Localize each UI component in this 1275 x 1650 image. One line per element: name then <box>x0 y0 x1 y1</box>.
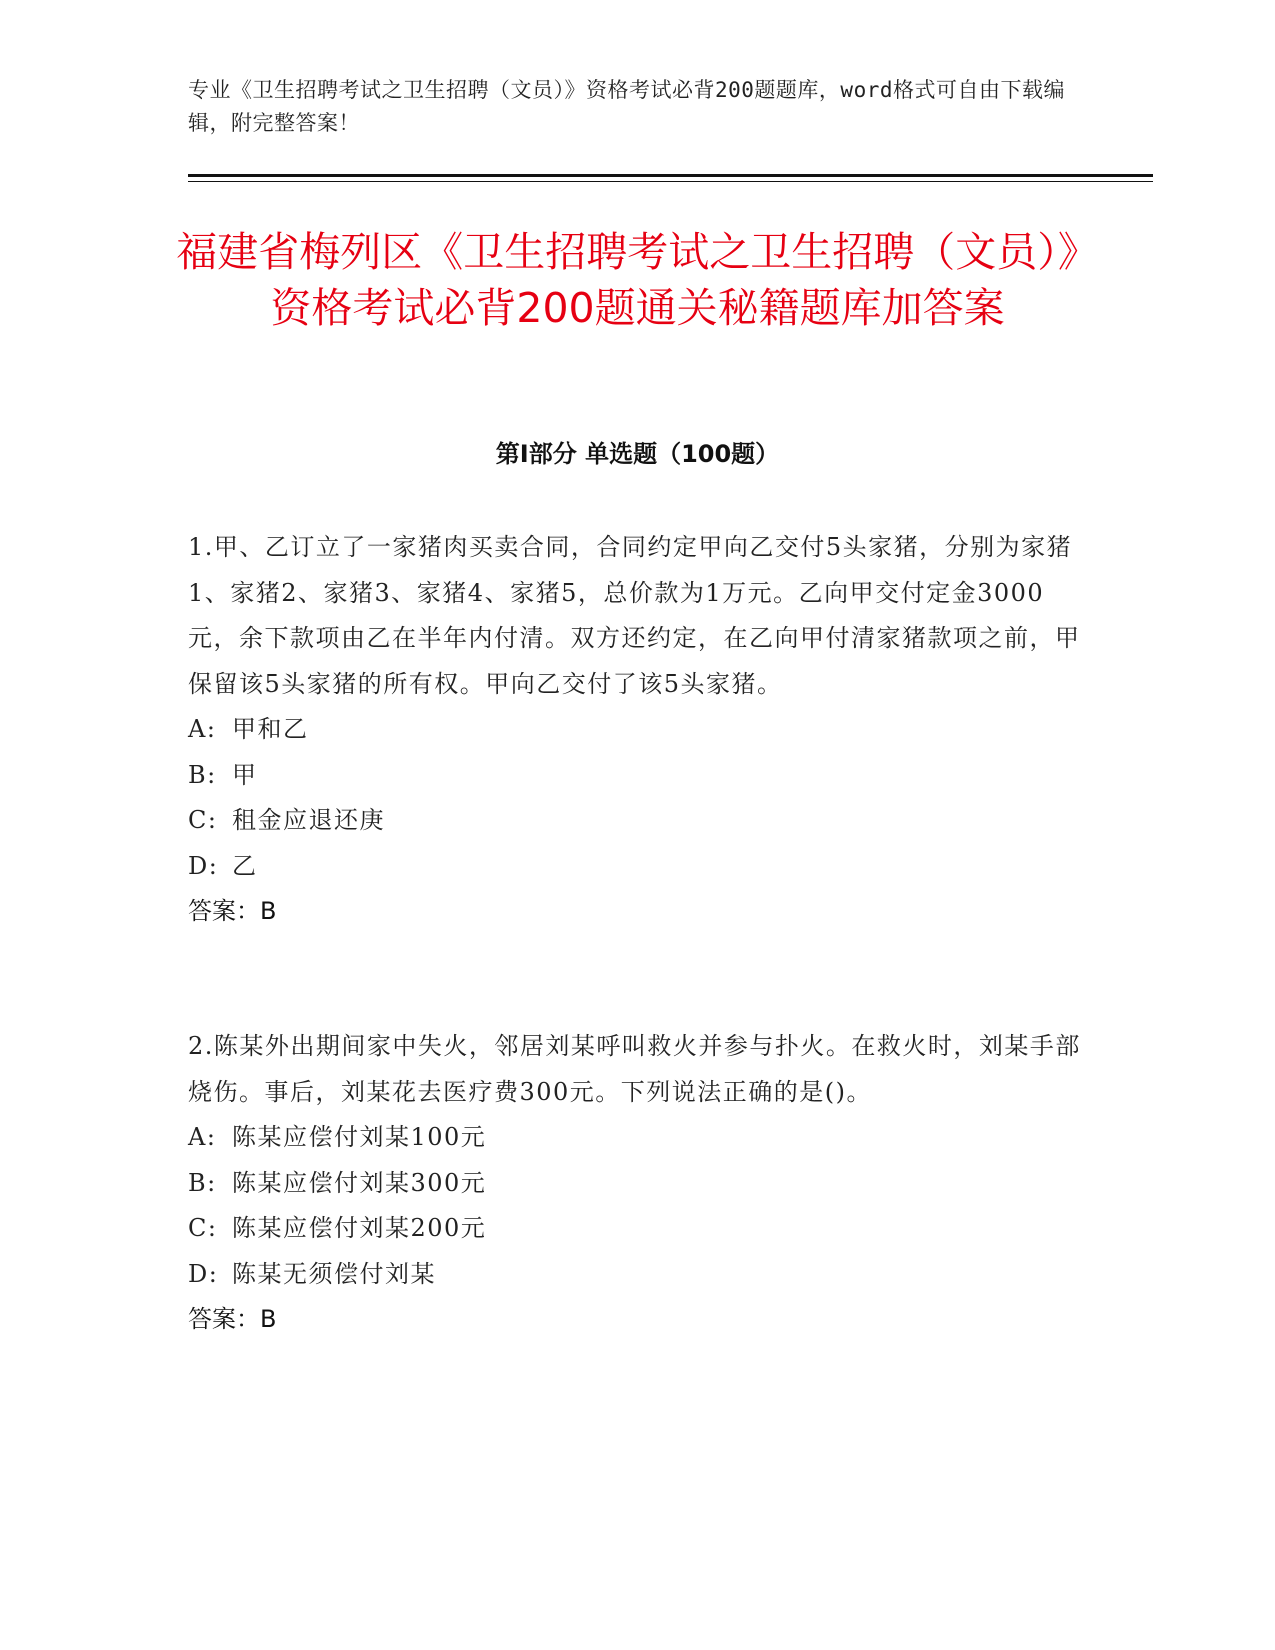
option-text: 甲和乙 <box>232 715 309 743</box>
option-key: A: <box>188 715 217 743</box>
option-key: A: <box>188 1123 217 1151</box>
option-a <box>188 1115 1083 1161</box>
option-b <box>188 1161 1083 1207</box>
option-key: D: <box>188 851 219 880</box>
question-stem: 1.甲、乙订立了一家猪肉买卖合同，合同约定甲向乙交付5头家猪，分别为家猪1、家猪2、家猪3、家猪4、家猪5，总价款为1万元。乙向甲交付定金3000元，余下款项由乙在半年内付清。双方还约定，在乙向甲付清家猪款项之前，甲保留该5头家猪的所有权。甲向乙交付了该5头家猪。 <box>188 533 1081 698</box>
option-key: B: <box>188 760 217 789</box>
question-answer: 答案：B <box>188 1305 277 1333</box>
option-c <box>188 798 1083 844</box>
option-c <box>188 1206 1083 1252</box>
header-rule-thin <box>188 181 1153 182</box>
option-text: 陈某应偿付刘某100元 <box>232 1123 487 1151</box>
header-note: 专业《卫生招聘考试之卫生招聘（文员）》资格考试必背200题题库，word格式可自由下载编辑，附完整答案！ <box>188 78 1065 135</box>
option-key: B: <box>188 1168 217 1197</box>
option-text: 租金应退还庚 <box>232 806 385 834</box>
section-title: 第Ⅰ部分 单选题（100题） <box>495 440 780 468</box>
option-d <box>188 1252 1083 1298</box>
option-text: 陈某应偿付刘某200元 <box>232 1214 487 1242</box>
option-text: 陈某无须偿付刘某 <box>232 1259 436 1288</box>
question-answer: 答案：B <box>188 897 277 925</box>
question-2 <box>188 1024 1083 1343</box>
option-text: 甲 <box>232 760 258 789</box>
header-rule-thick <box>188 174 1153 177</box>
option-key: C: <box>188 806 218 834</box>
question-stem: 2.陈某外出期间家中失火，邻居刘某呼叫救火并参与扑火。在救火时，刘某手部烧伤。事后，刘某花去医疗费300元。下列说法正确的是()。 <box>188 1032 1081 1106</box>
option-d <box>188 844 1083 890</box>
document-title: 福建省梅列区《卫生招聘考试之卫生招聘（文员）》资格考试必背200题通关秘籍题库加答案 <box>176 228 1099 332</box>
option-b <box>188 753 1083 799</box>
question-1 <box>188 525 1083 935</box>
option-text: 陈某应偿付刘某300元 <box>232 1168 487 1197</box>
option-text: 乙 <box>232 851 258 880</box>
option-key: D: <box>188 1259 219 1288</box>
option-a <box>188 707 1083 753</box>
option-key: C: <box>188 1214 218 1242</box>
